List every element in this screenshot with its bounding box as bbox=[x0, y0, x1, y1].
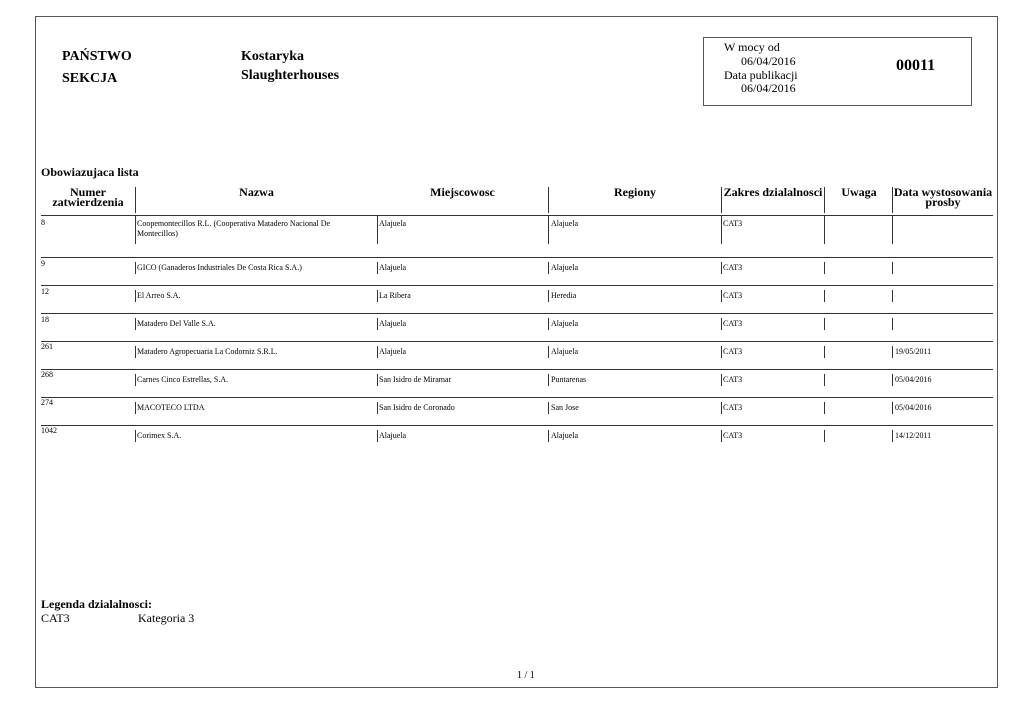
row-separator bbox=[377, 402, 378, 414]
row-separator bbox=[377, 430, 378, 442]
published-date: 06/04/2016 bbox=[741, 81, 796, 95]
cell-request-date: 19/05/2011 bbox=[895, 347, 932, 356]
cell-city: Alajuela bbox=[379, 319, 407, 328]
row-separator bbox=[135, 402, 136, 414]
row-separator bbox=[377, 346, 378, 358]
cell-number: 9 bbox=[41, 259, 45, 268]
cell-number: 261 bbox=[41, 342, 53, 351]
cell-region: Alajuela bbox=[551, 263, 579, 272]
cell-name: Matadero Agropecuaria La Codorniz S.R.L. bbox=[137, 347, 278, 356]
cell-city: Alajuela bbox=[379, 263, 407, 272]
row-separator bbox=[548, 290, 549, 302]
row-separator bbox=[548, 402, 549, 414]
cell-city: Alajuela bbox=[379, 431, 407, 440]
cell-activity: CAT3 bbox=[723, 219, 743, 228]
row-separator bbox=[135, 346, 136, 358]
row-separator bbox=[721, 290, 722, 302]
cell-request-date: 14/12/2011 bbox=[895, 431, 932, 440]
row-separator bbox=[377, 318, 378, 330]
cell-region: Alajuela bbox=[551, 219, 579, 228]
row-separator bbox=[135, 374, 136, 386]
table-row bbox=[41, 286, 993, 314]
cell-number: 18 bbox=[41, 315, 49, 324]
legend-description: Kategoria 3 bbox=[138, 611, 195, 625]
cell-name: MACOTECO LTDA bbox=[137, 403, 205, 412]
row-separator bbox=[135, 318, 136, 330]
col-header-request-date: Data wystosowania prosby bbox=[893, 185, 993, 209]
legend-title: Legenda dzialalnosci: bbox=[41, 597, 153, 611]
table-row bbox=[41, 426, 993, 454]
cell-city: Alajuela bbox=[379, 219, 407, 228]
cell-request-date: 05/04/2016 bbox=[895, 403, 932, 412]
row-separator bbox=[135, 262, 136, 274]
row-separator bbox=[721, 402, 722, 414]
row-separator bbox=[721, 262, 722, 274]
legend-code: CAT3 bbox=[41, 611, 70, 625]
cell-activity: CAT3 bbox=[723, 431, 743, 440]
cell-region: Heredia bbox=[551, 291, 577, 300]
row-separator bbox=[548, 262, 549, 274]
row-separator bbox=[892, 318, 893, 330]
page-number: 1 / 1 bbox=[517, 670, 535, 681]
row-separator bbox=[824, 374, 825, 386]
row-separator bbox=[377, 262, 378, 274]
cell-name: Coopemontecillos R.L. (Cooperativa Matadero Nacional De Montecillos) bbox=[137, 219, 331, 238]
row-separator bbox=[377, 216, 378, 244]
col-header-activity: Zakres dzialalnosci bbox=[723, 185, 823, 199]
country-value: Kostaryka bbox=[241, 49, 304, 64]
row-separator bbox=[548, 346, 549, 358]
country-label: PAŃSTWO bbox=[62, 49, 132, 64]
cell-number: 12 bbox=[41, 287, 49, 296]
row-separator bbox=[892, 430, 893, 442]
row-separator bbox=[824, 318, 825, 330]
row-separator bbox=[721, 216, 722, 244]
published-label: Data publikacji bbox=[724, 68, 798, 82]
cell-region: Puntarenas bbox=[551, 375, 587, 384]
row-separator bbox=[824, 216, 825, 244]
effective-date: 06/04/2016 bbox=[741, 54, 796, 68]
cell-activity: CAT3 bbox=[723, 375, 743, 384]
row-separator bbox=[135, 216, 136, 244]
row-separator bbox=[721, 318, 722, 330]
row-separator bbox=[824, 402, 825, 414]
cell-name: Corimex S.A. bbox=[137, 431, 182, 440]
row-separator bbox=[824, 262, 825, 274]
row-separator bbox=[721, 346, 722, 358]
col-header-remark: Uwaga bbox=[841, 185, 877, 199]
cell-number: 8 bbox=[41, 218, 45, 227]
cell-activity: CAT3 bbox=[723, 291, 743, 300]
cell-activity: CAT3 bbox=[723, 403, 743, 412]
section-label: SEKCJA bbox=[62, 71, 118, 86]
row-separator bbox=[892, 402, 893, 414]
cell-activity: CAT3 bbox=[723, 347, 743, 356]
col-header-name: Nazwa bbox=[239, 185, 274, 199]
cell-region: Alajuela bbox=[551, 347, 579, 356]
cell-number: 274 bbox=[41, 398, 53, 407]
table-row bbox=[41, 342, 993, 370]
table-row bbox=[41, 370, 993, 398]
row-separator bbox=[721, 430, 722, 442]
cell-name: Matadero Del Valle S.A. bbox=[137, 319, 216, 328]
table-row bbox=[41, 314, 993, 342]
cell-city: La Ribera bbox=[379, 291, 411, 300]
row-separator bbox=[892, 290, 893, 302]
row-separator bbox=[892, 216, 893, 244]
row-separator bbox=[377, 290, 378, 302]
row-separator bbox=[548, 318, 549, 330]
row-separator bbox=[824, 290, 825, 302]
cell-name: El Arreo S.A. bbox=[137, 291, 181, 300]
cell-activity: CAT3 bbox=[723, 263, 743, 272]
row-separator bbox=[135, 290, 136, 302]
cell-number: 268 bbox=[41, 370, 53, 379]
cell-request-date: 05/04/2016 bbox=[895, 375, 932, 384]
col-header-region: Regiony bbox=[614, 185, 656, 199]
table-row bbox=[41, 216, 993, 258]
cell-region: Alajuela bbox=[551, 319, 579, 328]
row-separator bbox=[548, 216, 549, 244]
cell-region: San Jose bbox=[551, 403, 579, 412]
row-separator bbox=[548, 430, 549, 442]
row-separator bbox=[548, 374, 549, 386]
cell-city: San Isidro de Coronado bbox=[379, 403, 455, 412]
effective-label: W mocy od bbox=[724, 40, 780, 54]
cell-name: GICO (Ganaderos Industriales De Costa Rica S.A.) bbox=[137, 263, 302, 272]
cell-number: 1042 bbox=[41, 426, 57, 435]
row-separator bbox=[377, 374, 378, 386]
row-separator bbox=[824, 430, 825, 442]
table-row bbox=[41, 258, 993, 286]
table-row bbox=[41, 398, 993, 426]
section-value: Slaughterhouses bbox=[241, 68, 340, 83]
row-separator bbox=[824, 346, 825, 358]
row-separator bbox=[135, 430, 136, 442]
list-title: Obowiazujaca lista bbox=[41, 165, 139, 179]
col-header-number: Numer zatwierdzenia bbox=[52, 185, 124, 209]
cell-city: Alajuela bbox=[379, 347, 407, 356]
row-separator bbox=[892, 262, 893, 274]
cell-name: Carnes Cinco Estrellas, S.A. bbox=[137, 375, 229, 384]
row-separator bbox=[892, 346, 893, 358]
cell-activity: CAT3 bbox=[723, 319, 743, 328]
validity-box bbox=[703, 37, 972, 106]
row-separator bbox=[892, 374, 893, 386]
cell-city: San Isidro de Miramar bbox=[379, 375, 452, 384]
document-code: 00011 bbox=[896, 57, 936, 74]
cell-region: Alajuela bbox=[551, 431, 579, 440]
row-separator bbox=[721, 374, 722, 386]
col-header-city: Miejscowosc bbox=[430, 185, 495, 199]
